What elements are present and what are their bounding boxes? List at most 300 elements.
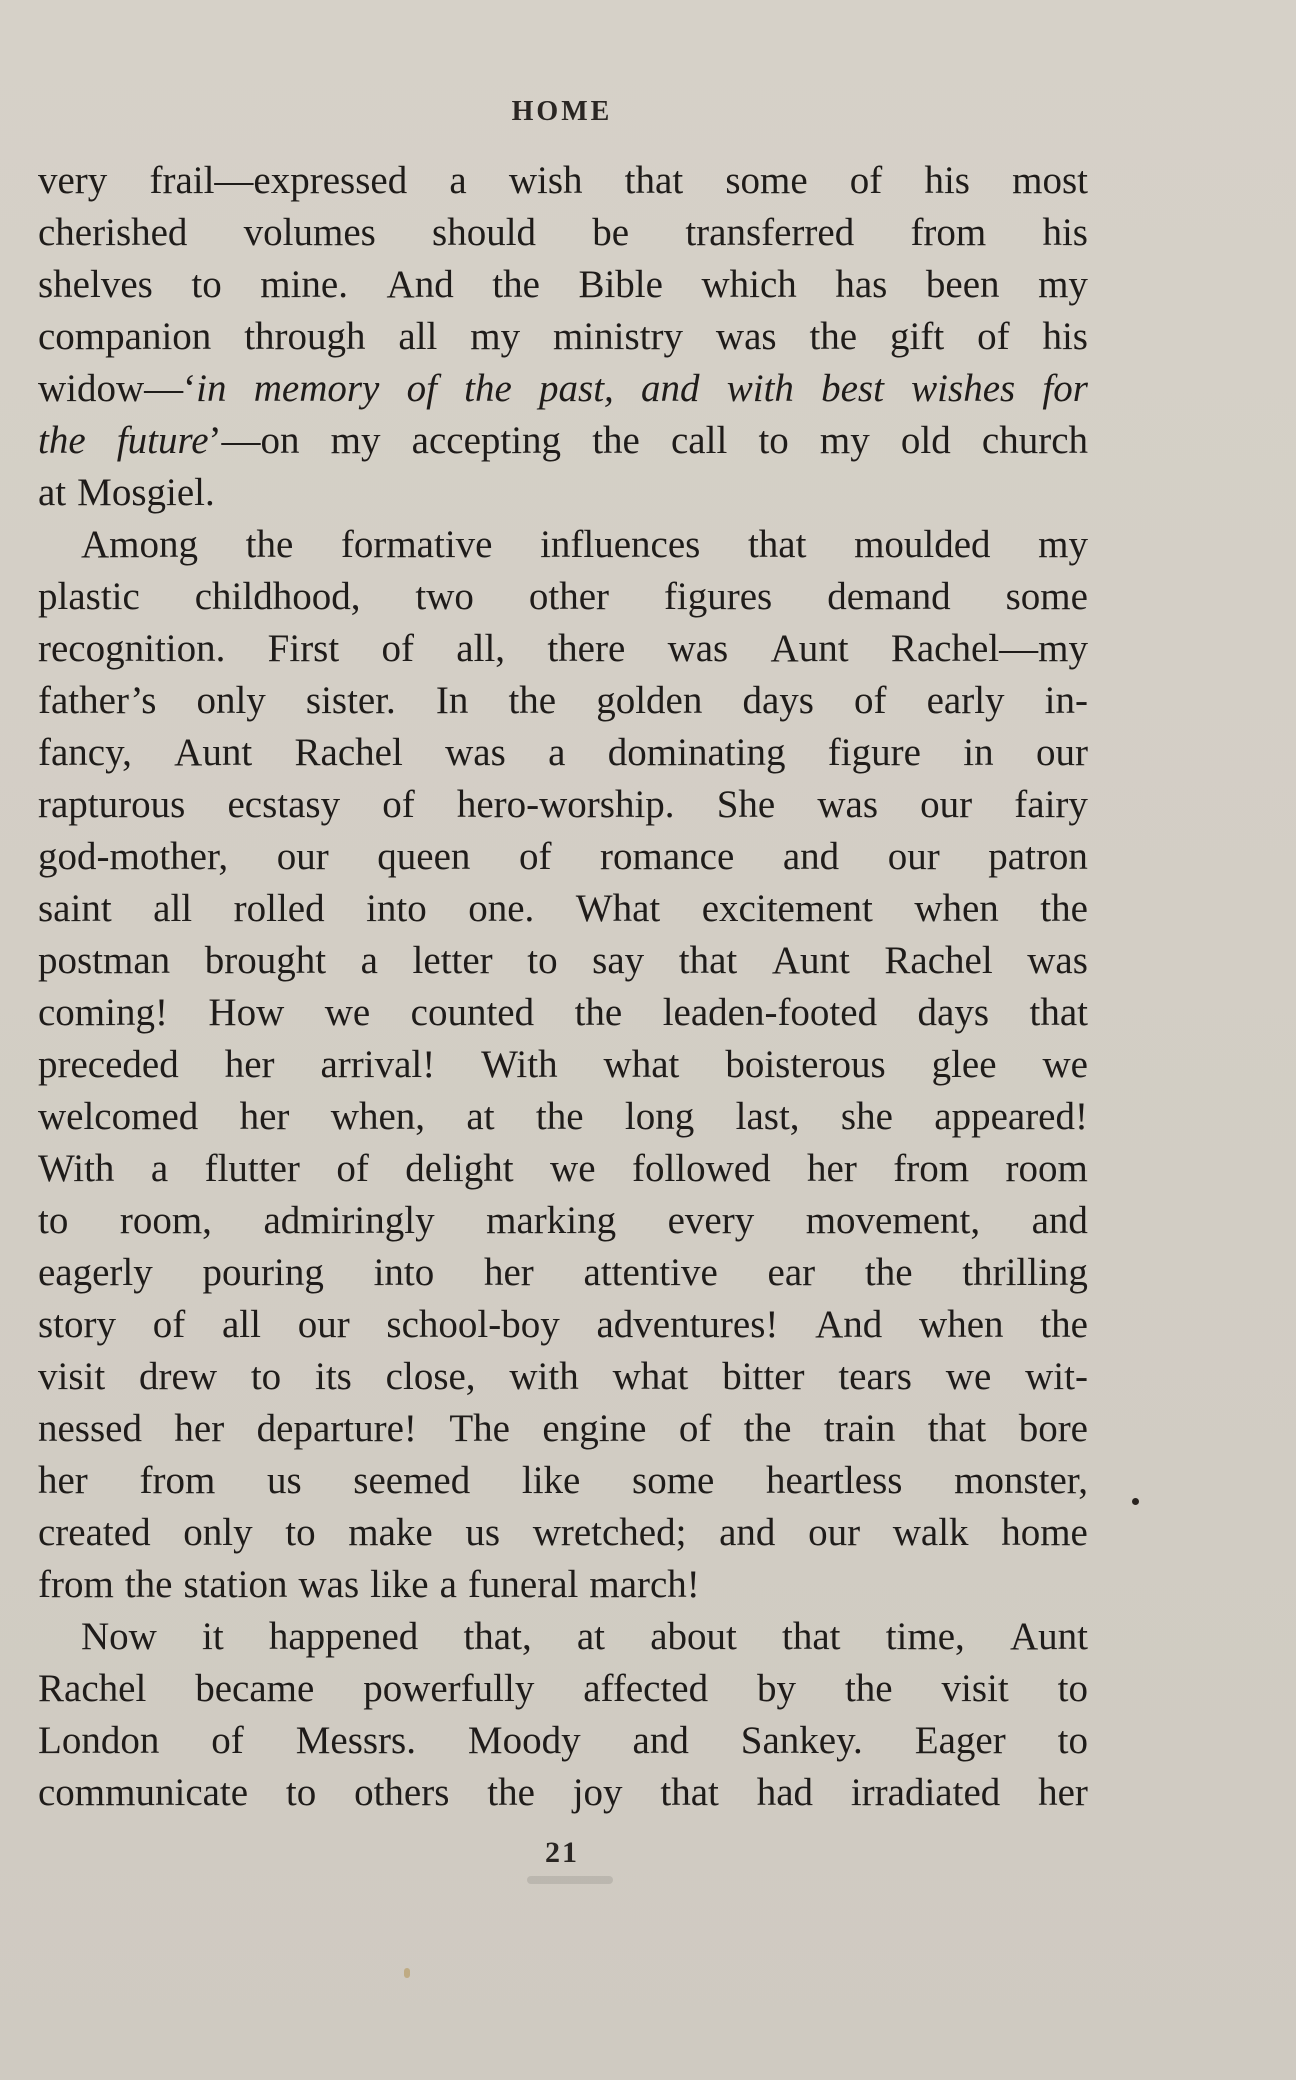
word: when [919,1303,1004,1346]
word: in [963,731,994,774]
word: appeared! [934,1095,1088,1138]
word: Eager [914,1719,1006,1762]
word: created [38,1511,151,1554]
word: the [464,367,512,410]
word: of [336,1147,369,1190]
word: saint [38,887,112,930]
word: best [821,367,884,410]
word: my [470,315,521,358]
word: moulded [854,523,991,566]
word: of [382,783,415,826]
word: the [809,315,858,358]
word: thrilling [962,1251,1088,1294]
word: we [1042,1043,1088,1086]
word: figures [663,575,773,618]
word: fairy [1014,783,1088,826]
word: to [1057,1719,1088,1762]
word: god-mother, [38,835,229,878]
word: Among [81,523,198,566]
word: and [632,1719,689,1762]
word: affected [583,1667,709,1710]
word: excitement [701,887,873,930]
word: some [632,1459,715,1502]
word: wishes [911,367,1016,410]
word: the [864,1251,913,1294]
word: and [641,367,700,410]
word: Mosgiel. [77,471,215,514]
word: others [354,1771,450,1814]
word: room [1005,1147,1088,1190]
word: what [603,1043,680,1086]
word: figure [827,731,921,774]
word: pouring [202,1251,324,1294]
word: the [592,419,640,462]
word: by [757,1667,797,1710]
word: Aunt [770,627,849,670]
text-line [38,935,1088,987]
text-line [38,1247,1088,1299]
word: of [977,315,1010,358]
text-line [38,311,1088,363]
text-line [38,363,1088,415]
word: wit- [1025,1355,1088,1398]
word: that [927,1407,987,1450]
word: there [547,627,626,670]
word: became [195,1667,315,1710]
word: to [250,1355,282,1398]
word: Rachel [38,1667,147,1710]
word: of [406,367,437,410]
word: And [386,263,454,306]
word: in- [1044,679,1088,722]
word: Sankey. [740,1719,863,1762]
word: from [139,1459,216,1502]
word: all [398,315,438,358]
word: The [449,1407,510,1450]
word: at [576,1615,606,1658]
word: followed [631,1147,771,1190]
word: other [528,575,609,618]
word: was [298,1563,360,1606]
word: that [678,939,738,982]
word: was [445,731,506,774]
word: to [38,1199,69,1242]
word: us [465,1511,501,1554]
word: her [1038,1771,1088,1814]
word: of [211,1719,244,1762]
word: seemed [353,1459,471,1502]
word: romance [600,835,735,878]
running-head: HOME [511,96,613,127]
word: for [1042,367,1088,410]
word: our [887,835,940,878]
text-line [38,259,1088,311]
text-line [38,207,1088,259]
word: school-boy [386,1303,560,1346]
word: should [432,211,537,254]
word: her [483,1251,534,1294]
word: that [660,1771,719,1814]
text-line [38,1039,1088,1091]
word: memory [253,367,380,410]
word: was [1027,939,1088,982]
word: dominating [607,731,786,774]
word: recognition. [38,627,226,670]
text-line [38,519,1088,571]
word: Aunt [771,939,850,982]
word: father’s [38,679,157,722]
word: postman [38,939,171,982]
text-line [38,1611,1088,1663]
word: every [667,1199,755,1242]
text-line [38,1455,1088,1507]
word: when [914,887,999,930]
word: funeral [467,1563,579,1606]
word: cherished [38,211,188,254]
word: communicate [38,1771,249,1814]
word: shelves [38,263,153,306]
word: last, [735,1095,800,1138]
word: my [1038,523,1088,566]
word: from [38,1563,114,1606]
word: movement, [805,1199,981,1242]
word: drew [139,1355,217,1398]
word: the [1040,887,1088,930]
word: all [153,887,193,930]
word: like [370,1563,429,1606]
word: London [38,1719,160,1762]
word: What [575,887,661,930]
word: with [726,367,794,410]
word: at [38,471,67,514]
text-line [38,675,1088,727]
word: her [224,1043,275,1086]
word: which [701,263,797,306]
word: queen [377,835,471,878]
word: a [360,939,378,982]
word: Rachel [884,939,993,982]
word: that, [463,1615,532,1658]
word: days [917,991,990,1034]
word: when, [330,1095,426,1138]
word: my [819,419,870,462]
word: call [671,419,728,462]
word: the [124,1563,173,1606]
word: march! [589,1563,700,1606]
word: with [509,1355,579,1398]
word: the [508,679,557,722]
word: First [267,627,340,670]
word: was [715,315,777,358]
word: Now [81,1615,157,1658]
word: And [815,1303,883,1346]
word: to [758,419,789,462]
word: childhood, [194,575,361,618]
word: was [817,783,878,826]
paper-speck [404,1968,410,1978]
word: the [38,419,86,462]
word: that [782,1615,841,1658]
word: adventures! [596,1303,779,1346]
word: our [276,835,329,878]
word: the [245,523,294,566]
word: her [239,1095,290,1138]
word: admiringly [263,1199,435,1242]
word: her [807,1147,857,1190]
text-line [38,1559,1088,1611]
word: to [285,1771,317,1814]
word: her [38,1459,88,1502]
word: sister. [305,679,396,722]
word: its [314,1355,352,1398]
word: and [782,835,840,878]
word: of [381,627,414,670]
word: long [624,1095,695,1138]
text-line [38,623,1088,675]
text-line [38,1351,1088,1403]
word: counted [410,991,535,1034]
word: With [481,1043,558,1086]
word: accepting [411,419,562,462]
word: walk [892,1511,969,1554]
word: her [174,1407,225,1450]
word: one. [468,887,535,930]
word: letter [412,939,493,982]
word: companion [38,315,212,358]
word: our [297,1303,350,1346]
word: station [183,1563,288,1606]
word: his [1042,315,1088,358]
word: widow—‘in [38,367,227,410]
word: Aunt [1009,1615,1088,1658]
word: his [1042,211,1088,254]
word: influences [540,523,701,566]
word: departure! [256,1407,417,1450]
word: visit [38,1355,106,1398]
word: only [183,1511,253,1554]
word: engine [542,1407,647,1450]
word: gift [890,315,945,358]
word: flutter [204,1147,300,1190]
word: In [435,679,469,722]
word: demand [827,575,951,618]
text-line [38,1299,1088,1351]
word: nessed [38,1407,142,1450]
word: days [742,679,814,722]
word: wretched; [532,1511,687,1554]
word: all, [456,627,506,670]
word: to [191,263,222,306]
word: tears [838,1355,912,1398]
word: welcomed [38,1095,199,1138]
word: that [1029,991,1088,1034]
text-line [38,987,1088,1039]
word: room, [119,1199,212,1242]
word: the [1040,1303,1088,1346]
word: home [1001,1511,1088,1554]
word: the [535,1095,584,1138]
body-text [38,155,1088,1819]
word: arrival! [320,1043,436,1086]
word: that [624,159,684,202]
word: patron [988,835,1088,878]
word: plastic [38,575,140,618]
word: close, [385,1355,476,1398]
word: it [202,1615,224,1658]
word: we [945,1355,992,1398]
word: of [854,679,887,722]
word: volumes [243,211,376,254]
word: story [38,1303,116,1346]
word: powerfully [363,1667,535,1710]
word: hero-worship. [456,783,675,826]
word: a [150,1147,169,1190]
word: the [574,991,623,1034]
word: irradiated [850,1771,1001,1814]
word: With [38,1147,115,1190]
word: most [1012,159,1088,202]
word: my [330,419,381,462]
word: train [823,1407,896,1450]
word: glee [931,1043,997,1086]
text-line [38,415,1088,467]
text-line [38,831,1088,883]
word: joy [572,1771,623,1814]
word: How [208,991,285,1034]
text-line [38,1091,1088,1143]
word: early [926,679,1005,722]
word: be [592,211,630,254]
word: She [716,783,776,826]
word: make [348,1511,433,1554]
word: a [449,159,467,202]
word: rapturous [38,783,186,826]
word: into [366,887,427,930]
word: transferred [685,211,855,254]
word: our [808,1511,861,1554]
word: ecstasy [227,783,341,826]
word: some [725,159,808,202]
word: we [324,991,371,1034]
word: and [719,1511,776,1554]
word: boisterous [725,1043,886,1086]
text-line [38,467,1088,519]
word: preceded [38,1043,179,1086]
word: been [925,263,1000,306]
word: wish [508,159,583,202]
word: our [920,783,973,826]
word: bore [1018,1407,1088,1450]
word: bitter [722,1355,805,1398]
word: very [38,159,108,202]
word: to [285,1511,316,1554]
word: all [221,1303,261,1346]
word: through [244,315,366,358]
word: Rachel—my [890,627,1088,670]
word: a [439,1563,457,1606]
word: Moody [467,1719,581,1762]
word: a [548,731,566,774]
word: mine. [260,263,348,306]
word: attentive [583,1251,718,1294]
word: of [849,159,883,202]
word: to [527,939,558,982]
word: monster, [954,1459,1088,1502]
text-line [38,779,1088,831]
word: of [152,1303,186,1346]
word: past, [539,367,614,410]
word: that [747,523,807,566]
word: the [743,1407,792,1450]
word: the [492,263,540,306]
word: future’—on [116,419,300,462]
word: was [667,627,729,670]
text-line [38,155,1088,207]
word: my [1038,263,1088,306]
word: and [1031,1199,1088,1242]
word: Aunt [174,731,253,774]
word: visit [941,1667,1009,1710]
text-line [38,1507,1088,1559]
word: ear [767,1251,816,1294]
word: time, [885,1615,965,1658]
word: from [910,211,987,254]
word: the [844,1667,893,1710]
word: delight [405,1147,514,1190]
word: us [266,1459,302,1502]
text-line [38,1195,1088,1247]
word: Rachel [294,731,403,774]
word: our [1035,731,1088,774]
word: coming! [38,991,168,1034]
word: Bible [578,263,663,306]
word: some [1005,575,1088,618]
text-line [38,1767,1088,1819]
word: old [900,419,951,462]
word: fancy, [38,731,132,774]
text-line [38,1663,1088,1715]
page-number: 21 [545,1836,579,1869]
word: church [981,419,1088,462]
word: two [415,575,474,618]
word: ministry [553,315,684,358]
print-smudge [527,1876,613,1884]
word: had [756,1771,814,1814]
word: Messrs. [295,1719,416,1762]
word: from [893,1147,970,1190]
word: to [1057,1667,1088,1710]
word: golden [596,679,703,722]
word: happened [268,1615,419,1658]
word: his [924,159,970,202]
text-line [38,571,1088,623]
word: only [196,679,266,722]
ink-speck [1132,1498,1139,1505]
word: eagerly [38,1251,153,1294]
text-line [38,1403,1088,1455]
word: marking [486,1199,617,1242]
word: of [518,835,552,878]
word: has [835,263,888,306]
text-line [38,1143,1088,1195]
text-line [38,883,1088,935]
word: about [650,1615,737,1658]
word: at [466,1095,495,1138]
word: into [373,1251,435,1294]
word: of [678,1407,712,1450]
text-line [38,727,1088,779]
word: frail—expressed [149,159,408,202]
